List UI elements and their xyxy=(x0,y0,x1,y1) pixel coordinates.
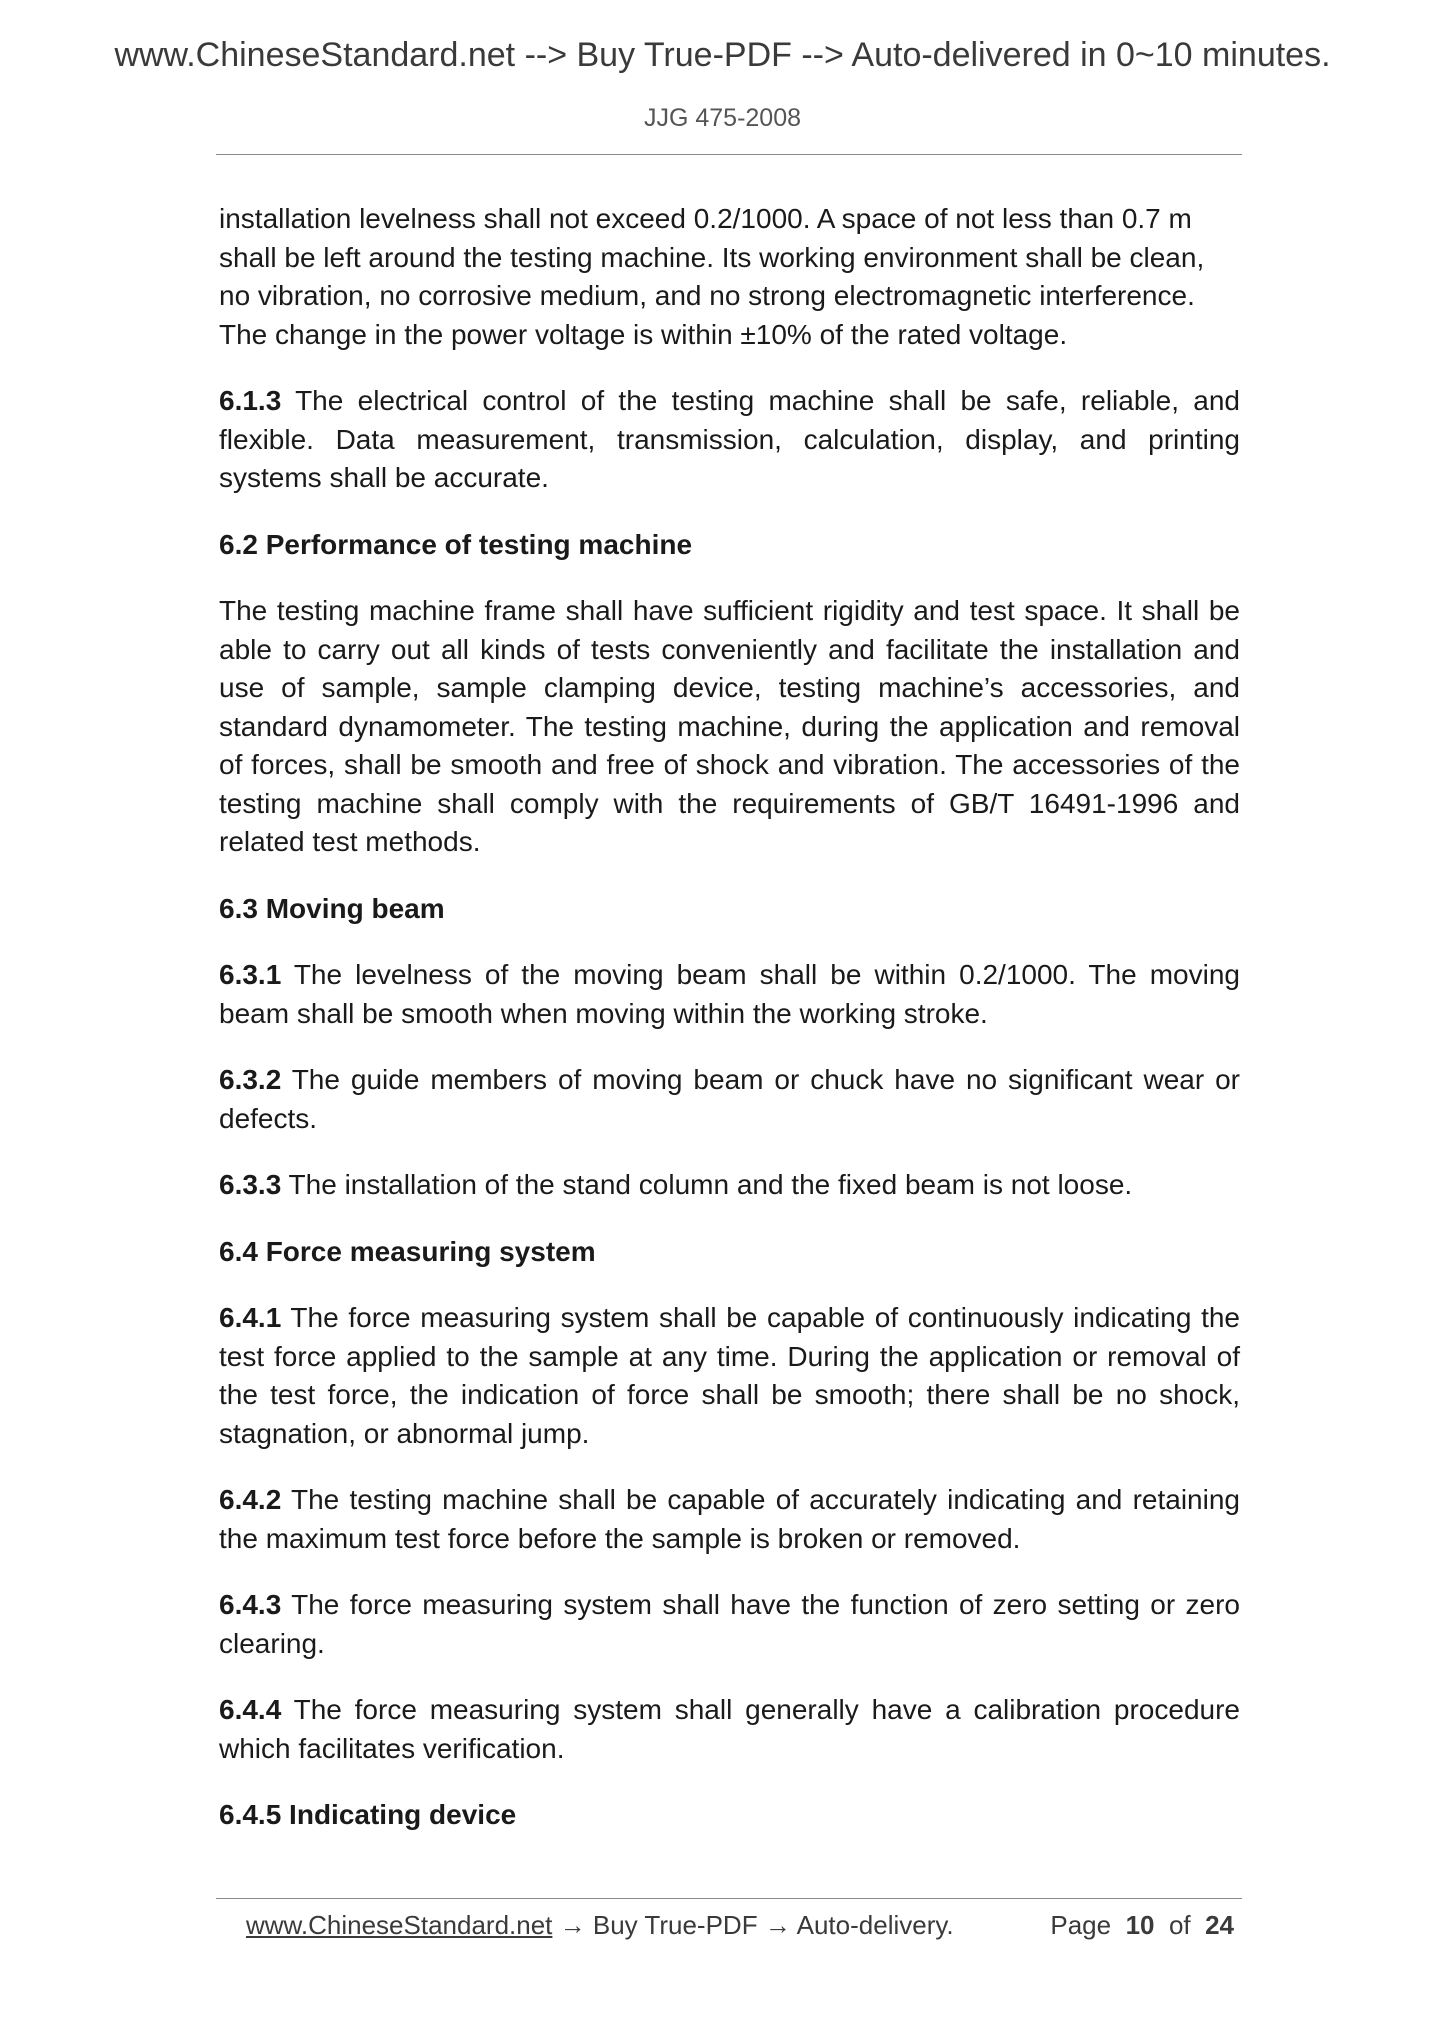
clause-6-4-1 xyxy=(219,1299,1240,1453)
page-of-label: of xyxy=(1168,1910,1191,1940)
paragraph-6-2: The testing machine frame shall have sufficient rigidity and test space. It shall be able to carry out all kinds of tests conveniently and facilitate the installation and use of sample, sample clamping device, testing machine’s accessories, and standard dynamometer. The testing machine, during the application and removal of forces, shall be smooth and free of shock and vibration. The accessories of the testing machine shall comply with the requirements of GB/T 16491-1996 and related test methods. xyxy=(219,595,1240,857)
clause-number: 6.4.1 xyxy=(219,1302,282,1333)
page-footer xyxy=(246,1905,1240,1945)
page-label: Page xyxy=(1050,1910,1112,1940)
clause-6-3-1 xyxy=(219,956,1240,1033)
page-indicator xyxy=(1050,1905,1234,1945)
clause-text: The force measuring system shall have the function of zero setting or zero clearing. xyxy=(219,1589,1240,1659)
clause-number: 6.4.3 xyxy=(219,1589,282,1620)
page-content xyxy=(219,200,1240,1863)
clause-number: 6.3.1 xyxy=(219,959,282,990)
clause-number: 6.1.3 xyxy=(219,385,282,416)
clause-number: 6.4.4 xyxy=(219,1694,282,1725)
paragraph-intro: installation levelness shall not exceed 0.2/1000. A space of not less than 0.7 m shall be left around the testing machine. Its working environment shall be clean, no vibration, no corrosive medium, and no strong electromagnetic interference. The change in the power voltage is within ±10% of the rated voltage. xyxy=(219,203,1205,350)
document-code: JJG 475-2008 xyxy=(643,104,802,132)
clause-text: The force measuring system shall be capable of continuously indicating the test force applied to the sample at any time. During the application or removal of the test force, the indication of force shall be smooth; there shall be no shock, stagnation, or abnormal jump. xyxy=(219,1302,1240,1449)
clause-6-3-3 xyxy=(219,1166,1240,1205)
page-total: 24 xyxy=(1205,1910,1234,1940)
clause-6-4-2 xyxy=(219,1481,1240,1558)
clause-number: 6.3.2 xyxy=(219,1064,282,1095)
clause-text: The installation of the stand column and the fixed beam is not loose. xyxy=(281,1169,1133,1200)
clause-text: The testing machine shall be capable of accurately indicating and retaining the maximum test force before the sample is broken or removed. xyxy=(219,1484,1240,1554)
clause-6-1-3 xyxy=(219,382,1240,498)
section-heading-6-4: 6.4 Force measuring system xyxy=(219,1235,596,1267)
clause-6-4-3 xyxy=(219,1586,1240,1663)
clause-number: 6.3.3 xyxy=(219,1169,282,1200)
footer-divider xyxy=(216,1898,1242,1899)
clause-6-4-4 xyxy=(219,1691,1240,1768)
page-number: 10 xyxy=(1125,1910,1155,1940)
top-banner: www.ChineseStandard.net --> Buy True-PDF --> Auto-delivered in 0~10 minutes. xyxy=(114,36,1331,74)
footer-promo xyxy=(246,1905,954,1945)
clause-text: The levelness of the moving beam shall be within 0.2/1000. The moving beam shall be smooth when moving within the working stroke. xyxy=(219,959,1240,1029)
clause-number: 6.4.2 xyxy=(219,1484,282,1515)
clause-text: The force measuring system shall generally have a calibration procedure which facilitates verification. xyxy=(219,1694,1240,1764)
section-heading-6-2: 6.2 Performance of testing machine xyxy=(219,528,693,560)
header-divider xyxy=(216,154,1242,155)
clause-text: The guide members of moving beam or chuck have no significant wear or defects. xyxy=(219,1064,1240,1134)
clause-6-3-2 xyxy=(219,1061,1240,1138)
right-arrow-icon: → xyxy=(764,1910,791,1940)
footer-delivery-text: Auto-delivery. xyxy=(796,1910,954,1940)
footer-site-link[interactable]: www.ChineseStandard.net xyxy=(246,1910,553,1940)
footer-buy-text: Buy True-PDF xyxy=(592,1910,758,1940)
section-heading-6-4-5: 6.4.5 Indicating device xyxy=(219,1799,517,1830)
section-heading-6-3: 6.3 Moving beam xyxy=(219,892,445,924)
clause-text: The electrical control of the testing machine shall be safe, reliable, and flexible. Data measurement, transmission, calculation, display, and printing systems shall be accurate. xyxy=(219,385,1240,493)
right-arrow-icon: → xyxy=(559,1910,586,1940)
